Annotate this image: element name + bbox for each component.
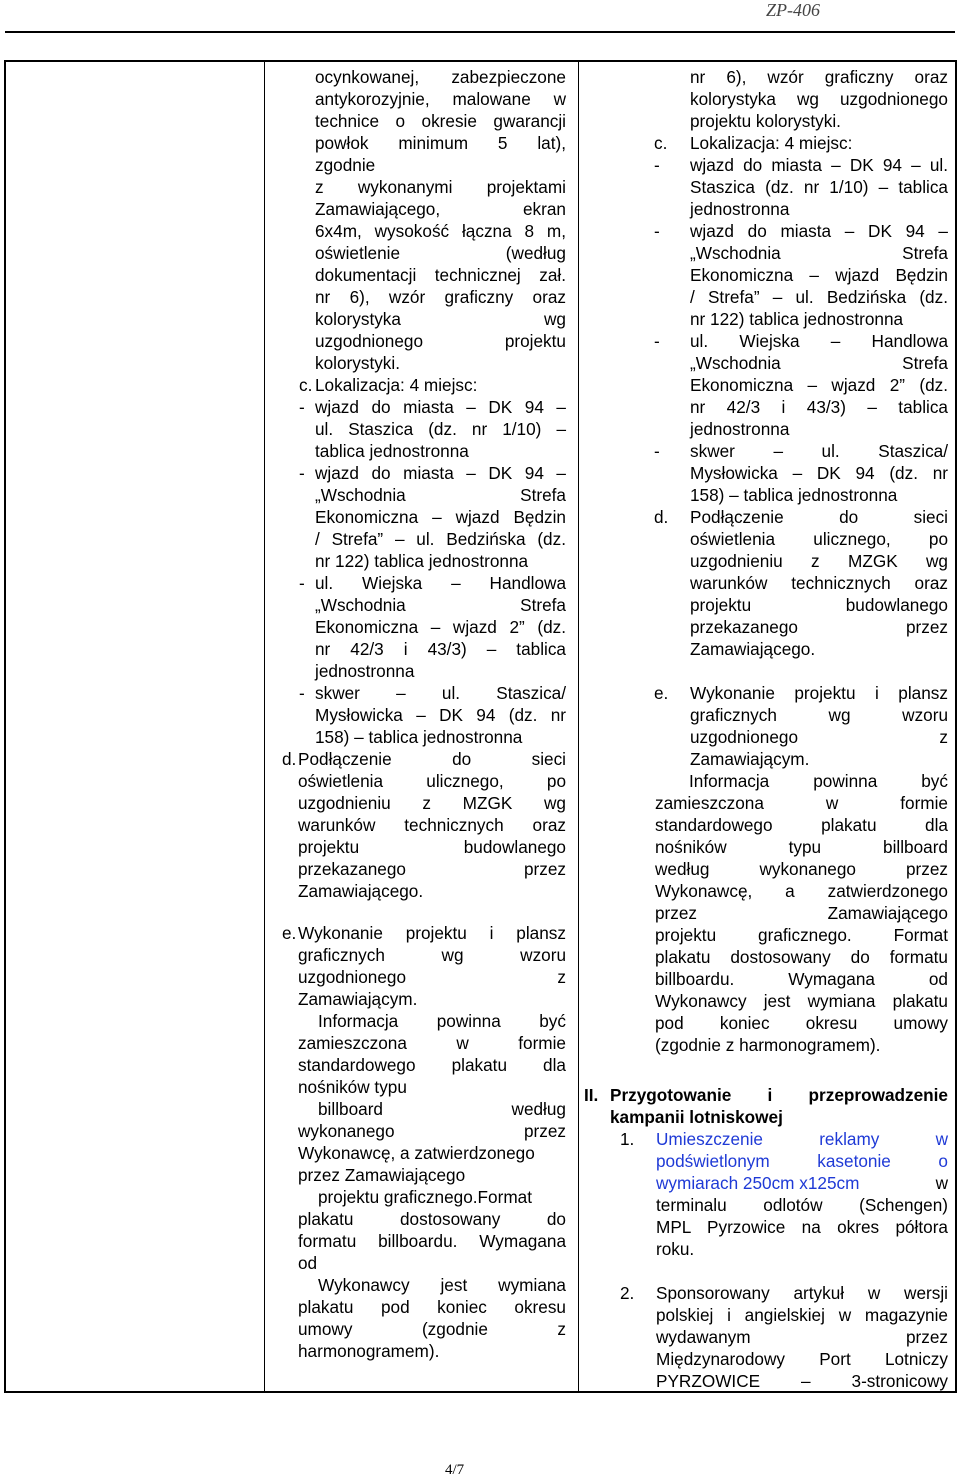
text-line: Umieszczenie reklamy w — [656, 1129, 948, 1149]
text-line: Ekonomiczna – wjazd Będzin — [315, 507, 566, 527]
right-column — [654, 66, 948, 1056]
text-line: Podłączenie do sieci — [298, 749, 566, 769]
text-line: skwer – ul. Staszica/ — [690, 441, 948, 461]
text-line: jednostronna — [690, 199, 790, 219]
list-marker: 1. — [620, 1129, 635, 1149]
text-line: 6x4m, wysokość łączna 8 m, — [315, 221, 566, 241]
dash-marker: - — [299, 397, 305, 417]
text-line: przekazanego przez — [298, 859, 566, 879]
text-line: Lokalizacja: 4 miejsc: — [315, 375, 478, 395]
e-info-text — [655, 770, 948, 1056]
text-line: skwer – ul. Staszica/ — [315, 683, 566, 703]
text-line: ul. Wiejska – Handlowa — [690, 331, 948, 351]
location-item — [654, 440, 948, 506]
text-line: jednostronna — [690, 419, 790, 439]
text-line: Zamawiającym. — [298, 989, 418, 1009]
text-line: warunków technicznych oraz — [690, 573, 948, 593]
list-marker: c. — [654, 133, 668, 153]
text-line: 158) – tablica jednostronna — [315, 727, 523, 747]
text-line: zamieszczona w formie — [298, 1033, 566, 1053]
text-line: tablica jednostronna — [315, 441, 469, 461]
text-line: projektu graficznego.Format — [318, 1187, 532, 1207]
section-2-heading — [584, 1084, 948, 1128]
text-line: zamieszczona w formie — [655, 793, 948, 813]
list-marker: c. — [299, 375, 313, 395]
text-line: polskiej i angielskiej w magazynie — [656, 1305, 948, 1325]
text-line: Zamawiającym. — [690, 749, 810, 769]
section-title-line: Przygotowanie i przeprowadzenie — [610, 1085, 948, 1105]
text-line: ul. Wiejska – Handlowa — [315, 573, 566, 593]
text-line: oświetlenia ulicznego, po — [690, 529, 948, 549]
text-line: wykonanego przez — [298, 1121, 566, 1141]
text-line: wydawanym przez — [656, 1327, 948, 1347]
text-line: Mysłowicka – DK 94 (dz. nr — [690, 463, 948, 483]
text-line: roku. — [656, 1239, 695, 1259]
text-line: Wykonawcy jest wymiana plakatu — [655, 991, 948, 1011]
text-line: wjazd do miasta – DK 94 – — [690, 221, 948, 241]
text-line: / Strefa” – ul. Bedzińska (dz. — [690, 287, 948, 307]
text-line: warunków technicznych oraz — [298, 815, 566, 835]
text-line: od — [298, 1253, 318, 1273]
dash-marker: - — [654, 331, 660, 351]
dash-marker: - — [299, 683, 305, 703]
text-line: projektu kolorystyki. — [690, 111, 841, 131]
text-line: Zamawiającego, ekran — [315, 199, 566, 219]
text-line: uzgodnionego z — [298, 967, 566, 987]
dash-marker: - — [299, 463, 305, 483]
text-line: standardowego plakatu dla — [298, 1055, 566, 1075]
text-line: standardowego plakatu dla — [655, 815, 948, 835]
text-line: billboard według — [318, 1099, 566, 1119]
intro-text — [315, 66, 566, 374]
dash-marker: - — [299, 573, 305, 593]
text-line: harmonogramem). — [298, 1341, 440, 1361]
text-line: terminalu odlotów (Schengen) — [656, 1195, 948, 1215]
text-line: według wykonanego przez — [655, 859, 948, 879]
dash-marker: - — [654, 221, 660, 241]
text-line: oświetlenia ulicznego, po — [298, 771, 566, 791]
text-line: Informacja powinna być — [318, 1011, 566, 1031]
text-line: nr 6), wzór graficzny oraz — [315, 287, 566, 307]
list-marker: e. — [282, 923, 297, 943]
column-divider-1 — [264, 62, 265, 1391]
list-item-d — [282, 748, 566, 902]
text-line: powłok minimum 5 lat), — [315, 133, 566, 153]
page-number: 4/7 — [445, 1462, 465, 1478]
text-line: przez Zamawiającego — [298, 1165, 466, 1185]
intro-text — [690, 66, 948, 132]
list-item-2 — [620, 1282, 948, 1392]
text-line: Mysłowicka – DK 94 (dz. nr — [315, 705, 566, 725]
text-line: antykorozyjnie, malowane w — [315, 89, 566, 109]
text-line: Ekonomiczna – wjazd 2” (dz. — [690, 375, 948, 395]
text-line: projektu graficznego. Format — [655, 925, 948, 945]
text-line: nr 122) tablica jednostronna — [690, 309, 904, 329]
list-marker: d. — [282, 749, 297, 769]
text-line: Informacja powinna być — [689, 771, 948, 791]
text-line: nr 42/3 i 43/3) – tablica — [315, 639, 566, 659]
text-line: nośników typu billboard — [655, 837, 948, 857]
text-line: pod koniec okresu umowy — [655, 1013, 948, 1033]
document-code: ZP-406 — [766, 0, 820, 20]
list-item-e — [282, 922, 566, 1362]
list-item-e — [654, 682, 948, 770]
text-line: Wykonawcę, a zatwierdzonego — [298, 1143, 535, 1163]
text-line: Ekonomiczna – wjazd 2” (dz. — [315, 617, 566, 637]
text-line: Wykonanie projektu i plansz — [690, 683, 948, 703]
location-item — [299, 682, 566, 748]
text-line: ocynkowanej, zabezpieczone — [315, 67, 566, 87]
list-item-1 — [620, 1128, 948, 1260]
text-line: PYRZOWICE – 3-stronicowy — [656, 1371, 948, 1391]
text-line: 158) – tablica jednostronna — [690, 485, 898, 505]
list-item-c — [654, 132, 948, 154]
text-line: wjazd do miasta – DK 94 – — [315, 463, 566, 483]
text-line: plakatu dostosowany do formatu — [655, 947, 948, 967]
location-item — [299, 462, 566, 572]
text-fragment: wymiarach 250cm x125cm — [656, 1173, 860, 1193]
text-line: Wykonawcę, a zatwierdzonego — [655, 881, 948, 901]
header-rule — [5, 31, 955, 33]
text-line: Wykonanie projektu i plansz — [298, 923, 566, 943]
text-line: wjazd do miasta – DK 94 – ul. — [690, 155, 948, 175]
text-line: formatu billboardu. Wymagana — [298, 1231, 566, 1251]
location-item — [299, 396, 566, 462]
text-line: nośników typu — [298, 1077, 407, 1097]
location-item — [654, 154, 948, 220]
text-line: projektu budowlanego — [690, 595, 948, 615]
section-2 — [584, 1084, 948, 1392]
text-line: kolorystyka wg — [315, 309, 566, 329]
section-title-line: kampanii lotniskowej — [610, 1107, 783, 1127]
text-line: Sponsorowany artykuł w wersji — [656, 1283, 948, 1303]
text-line: Zamawiającego. — [298, 881, 424, 901]
text-line: plakatu dostosowany do — [298, 1209, 566, 1229]
text-line: „Wschodnia Strefa — [315, 595, 566, 615]
text-line: Ekonomiczna – wjazd Będzin — [690, 265, 948, 285]
text-line: podświetlonym kasetonie o — [656, 1151, 948, 1171]
dash-marker: - — [654, 155, 660, 175]
text-line: ul. Staszica (dz. nr 1/10) – — [315, 419, 566, 439]
text-line: wjazd do miasta – DK 94 – — [315, 397, 566, 417]
middle-column — [282, 66, 566, 1362]
text-line: jednostronna — [315, 661, 415, 681]
text-line: Wykonawcy jest wymiana — [318, 1275, 566, 1295]
text-line: projektu budowlanego — [298, 837, 566, 857]
text-line: nr 122) tablica jednostronna — [315, 551, 529, 571]
text-line: / Strefa” – ul. Bedzińska (dz. — [315, 529, 566, 549]
text-line: Podłączenie do sieci — [690, 507, 948, 527]
list-marker: e. — [654, 683, 669, 703]
text-fragment: w — [935, 1173, 948, 1193]
text-line: uzgodnionego projektu — [315, 331, 566, 351]
text-line: z wykonanymi projektami — [315, 177, 566, 197]
text-line: graficznych wg wzoru — [690, 705, 948, 725]
list-marker: d. — [654, 507, 669, 527]
text-line: (zgodnie z harmonogramem). — [655, 1035, 881, 1055]
location-item — [654, 330, 948, 440]
text-line: kolorystyki. — [315, 353, 400, 373]
text-line: graficznych wg wzoru — [298, 945, 566, 965]
text-line: przekazanego przez — [690, 617, 948, 637]
text-line: MPL Pyrzowice na okres półtora — [656, 1217, 948, 1237]
section-number: II. — [584, 1085, 599, 1105]
text-line: uzgodnionego z — [690, 727, 948, 747]
text-line: oświetlenie (według — [315, 243, 566, 263]
text-line: Międzynarodowy Port Lotniczy — [656, 1349, 948, 1369]
list-item-d — [654, 506, 948, 660]
text-line: przez Zamawiającego — [655, 903, 948, 923]
text-line: uzgodnieniu z MZGK wg — [690, 551, 948, 571]
text-line: „Wschodnia Strefa — [690, 243, 948, 263]
location-item — [654, 220, 948, 330]
text-line: technice o okresie gwarancji — [315, 111, 566, 131]
column-divider-2 — [578, 62, 579, 1391]
text-line: „Wschodnia Strefa — [690, 353, 948, 373]
text-line: Zamawiającego. — [690, 639, 816, 659]
list-marker: 2. — [620, 1283, 635, 1303]
text-line: Lokalizacja: 4 miejsc: — [690, 133, 853, 153]
text-line: umowy (zgodnie z — [298, 1319, 566, 1339]
location-item — [299, 572, 566, 682]
text-line: dokumentacji technicznej zał. — [315, 265, 566, 285]
list-item-c — [299, 374, 566, 396]
text-line: Staszica (dz. nr 1/10) – tablica — [690, 177, 948, 197]
text-line: billboardu. Wymagana od — [655, 969, 948, 989]
text-line: zgodnie — [315, 155, 376, 175]
text-line: nr 6), wzór graficzny oraz — [690, 67, 948, 87]
text-line: „Wschodnia Strefa — [315, 485, 566, 505]
text-line: plakatu pod koniec okresu — [298, 1297, 566, 1317]
text-line: nr 42/3 i 43/3) – tablica — [690, 397, 948, 417]
text-line: uzgodnieniu z MZGK wg — [298, 793, 566, 813]
text-line — [656, 1172, 948, 1194]
text-line: kolorystyka wg uzgodnionego — [690, 89, 948, 109]
dash-marker: - — [654, 441, 660, 461]
